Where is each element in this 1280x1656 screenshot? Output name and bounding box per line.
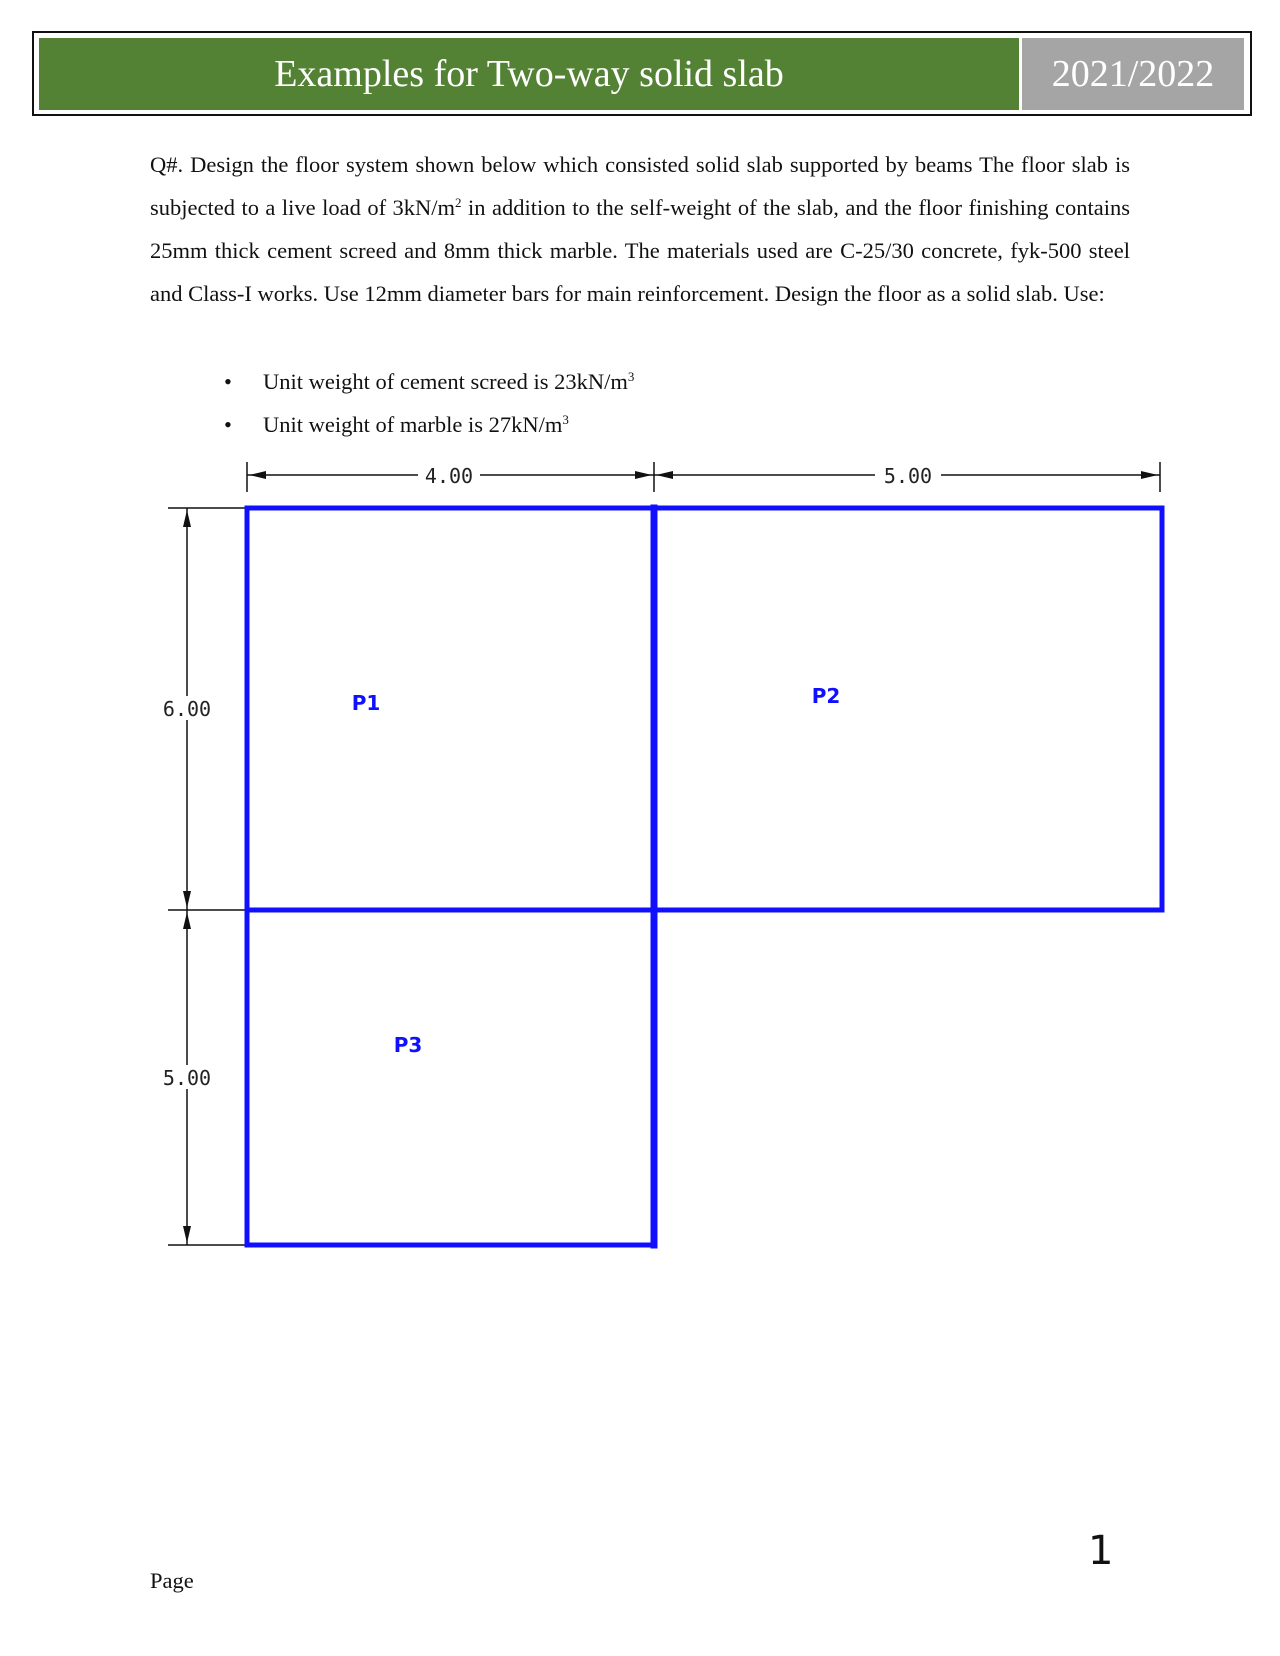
dim-label-5-00: 5.00 <box>883 464 933 488</box>
superscript-2: 2 <box>455 195 462 210</box>
panel-label-p3: P3 <box>393 1033 423 1057</box>
dim-label-4-00: 4.00 <box>424 464 474 488</box>
superscript-3: 3 <box>562 412 569 427</box>
panel-p3-outline <box>247 910 654 1245</box>
document-title: Examples for Two-way solid slab <box>39 38 1019 110</box>
panel-p1-outline <box>247 508 654 910</box>
panel-label-p1: P1 <box>351 691 381 715</box>
list-item-text: Unit weight of cement screed is 23kN/m <box>263 369 628 394</box>
academic-year: 2021/2022 <box>1022 38 1244 110</box>
dim-label-5-00-vertical: 5.00 <box>162 1066 212 1090</box>
bullet-icon: • <box>224 369 232 394</box>
panel-p2-outline <box>654 508 1162 910</box>
question-part-1: Q#. Design the floor system shown below which consisted solid slab supported by beams The floor slab is subjected to a live load of 3kN/m <box>150 152 1130 220</box>
dim-label-6-00: 6.00 <box>162 697 212 721</box>
superscript-3: 3 <box>627 369 635 384</box>
page-number: 1 <box>1088 1528 1114 1574</box>
vertical-dimension <box>168 508 245 1245</box>
page-label: Page <box>150 1568 194 1593</box>
panel-label-p2: P2 <box>811 684 841 708</box>
horizontal-dimension <box>247 462 1160 492</box>
bullet-icon: • <box>224 412 232 437</box>
slab-outline <box>247 508 1162 1245</box>
question-part-2: in addition to the self-weight of the slab, and the floor finishing contains 25mm thick cement screed and 8mm thick marble. The materials used are C-25/30 concrete, fyk-500 steel and Class-I works. Use 12mm diameter bars for main reinforcement. Design the floor as a solid slab. Use: <box>150 195 1130 306</box>
list-item-text: Unit weight of marble is 27kN/m <box>263 412 563 437</box>
